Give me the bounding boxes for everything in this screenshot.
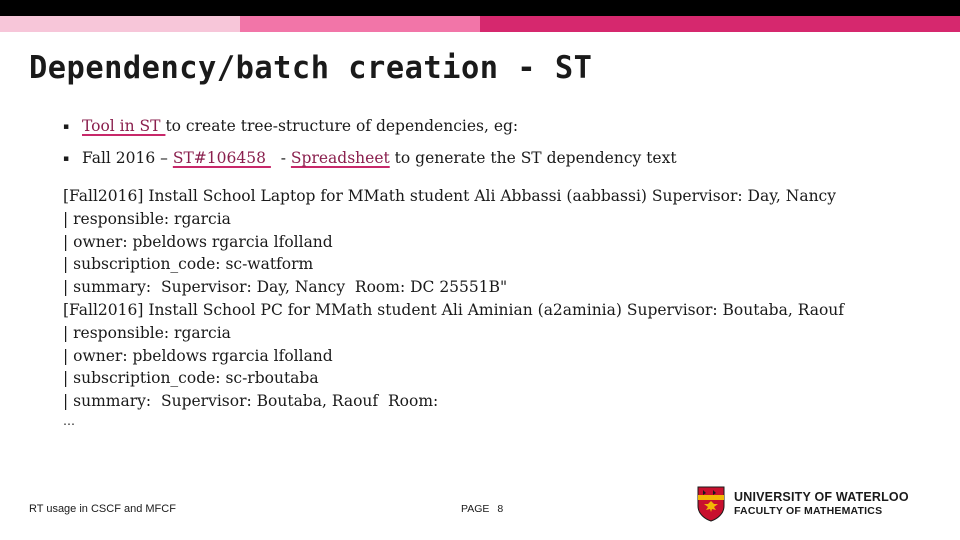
dependency-line: | responsible: rgarcia bbox=[63, 209, 231, 228]
bullet-text-part: to create tree-structure of dependencies, eg: bbox=[165, 117, 519, 135]
page-number: 8 bbox=[497, 503, 504, 515]
university-logo bbox=[697, 486, 909, 522]
bullet-text bbox=[82, 112, 518, 141]
dependency-line: [Fall2016] Install School PC for MMath student Ali Aminian (a2aminia) Supervisor: Boutaba, Raouf bbox=[63, 300, 845, 319]
footer-page bbox=[461, 503, 511, 515]
dependency-line: | summary: Supervisor: Boutaba, Raouf Room: bbox=[63, 392, 444, 411]
dependency-line: | owner: pbeldows rgarcia lfolland bbox=[63, 346, 333, 365]
slide-title: Dependency/batch creation - ST bbox=[29, 50, 593, 86]
bullet-text bbox=[82, 144, 677, 173]
bullet-link[interactable]: Spreadsheet bbox=[290, 149, 390, 167]
top-color-bar bbox=[0, 0, 960, 32]
bullet-list bbox=[63, 112, 677, 176]
bullet-text-part: - bbox=[270, 149, 291, 167]
logo-faculty-name: FACULTY OF MATHEMATICS bbox=[734, 505, 883, 517]
top-bar-magenta bbox=[480, 16, 960, 32]
dependency-line: | responsible: rgarcia bbox=[63, 323, 231, 342]
page-label: PAGE bbox=[461, 503, 490, 515]
footer-title: RT usage in CSCF and MFCF bbox=[29, 503, 176, 515]
dependency-text-block bbox=[63, 185, 844, 413]
top-bar-black bbox=[0, 0, 960, 16]
top-bar-light-pink bbox=[0, 16, 240, 32]
bullet-link[interactable]: Tool in ST bbox=[82, 117, 166, 135]
dependency-line: | owner: pbeldows rgarcia lfolland bbox=[63, 232, 333, 251]
logo-university-name: UNIVERSITY OF WATERLOO bbox=[734, 490, 909, 504]
bullet-marker: ▪ bbox=[63, 154, 70, 164]
ellipsis: … bbox=[63, 414, 75, 428]
top-bar-pink bbox=[240, 16, 480, 32]
dependency-line: | subscription_code: sc-rboutaba bbox=[63, 369, 319, 388]
bullet-item bbox=[63, 144, 677, 176]
dependency-line: | subscription_code: sc-watform bbox=[63, 255, 314, 274]
crest-icon bbox=[697, 486, 725, 522]
dependency-line: [Fall2016] Install School Laptop for MMath student Ali Abbassi (aabbassi) Supervisor: Day, Nancy bbox=[63, 187, 836, 205]
bullet-text-part: to generate the ST dependency text bbox=[389, 149, 677, 167]
dependency-line: | summary: Supervisor: Day, Nancy Room: DC 25551B" bbox=[63, 278, 508, 297]
bullet-item bbox=[63, 112, 677, 144]
bullet-marker: ▪ bbox=[63, 122, 70, 132]
bullet-text-part: Fall 2016 – bbox=[82, 149, 173, 167]
bullet-link[interactable]: ST#106458 bbox=[172, 149, 271, 167]
